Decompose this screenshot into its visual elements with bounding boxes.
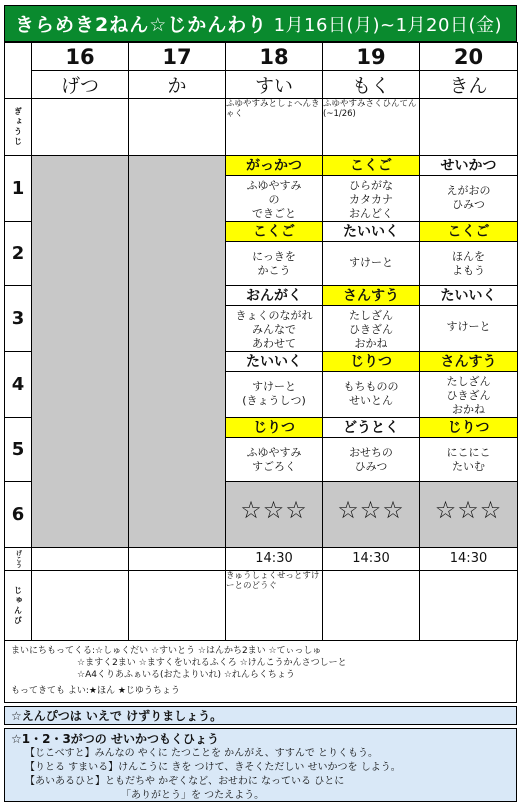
subject: じりつ bbox=[226, 418, 322, 438]
subject: こくご bbox=[420, 222, 517, 242]
gyouji-fri bbox=[420, 99, 518, 156]
p5-thu: どうとく おせちの ひみつ bbox=[323, 418, 420, 482]
p1-wed: がっかつ ふゆやすみ の できごと bbox=[226, 156, 323, 222]
row-label-junbi: じゅんび bbox=[5, 571, 32, 641]
geko-mon bbox=[32, 548, 129, 571]
life-goal-line: 「ありがとう」を つたえよう。 bbox=[121, 790, 265, 801]
day-tue: か bbox=[129, 71, 226, 99]
life-goals-box bbox=[4, 728, 517, 802]
subject: たいいく bbox=[323, 222, 419, 242]
p5-fri: じりつ にこにこ たいむ bbox=[420, 418, 518, 482]
subject: さんすう bbox=[323, 286, 419, 306]
life-goal-line: 【あいあるひと】ともだちや かぞくなど、おせわに なっている ひとに bbox=[25, 776, 345, 787]
junbi-thu bbox=[323, 571, 420, 641]
period-6-label: 6 bbox=[5, 482, 32, 548]
junbi-tue bbox=[129, 571, 226, 641]
subject: がっかつ bbox=[226, 156, 322, 176]
day-mon: げつ bbox=[32, 71, 129, 99]
title: きらめき2ねん☆じかんわり bbox=[15, 14, 268, 36]
p4-wed: たいいく すけーと (きょうしつ) bbox=[226, 352, 323, 418]
subject: こくご bbox=[323, 156, 419, 176]
subject: たいいく bbox=[226, 352, 322, 372]
period-5-label: 5 bbox=[5, 418, 32, 482]
gyouji-tue bbox=[129, 99, 226, 156]
p6-thu: ☆☆☆ bbox=[323, 482, 420, 548]
subject: さんすう bbox=[420, 352, 517, 372]
gyouji-wed: ふゆやすみとしょへんきゃく bbox=[226, 99, 323, 156]
period-4-label: 4 bbox=[5, 352, 32, 418]
closed-mon bbox=[32, 156, 129, 548]
belongings-line-1: まいにちもってくる:☆しゅくだい ☆すいとう ☆はんかち2まい ☆てぃっしゅ bbox=[11, 646, 322, 656]
date-range: 1月16日(月)~1月20日(金) bbox=[273, 14, 502, 36]
day-thu: もく bbox=[323, 71, 420, 99]
p2-thu: たいいく すけーと bbox=[323, 222, 420, 286]
p2-wed: こくご にっきを かこう bbox=[226, 222, 323, 286]
geko-tue bbox=[129, 548, 226, 571]
p2-fri: こくご ほんを よもう bbox=[420, 222, 518, 286]
belongings-line-2: ☆ますく2まい ☆ますくをいれるふくろ ☆けんこうかんさつしーと bbox=[77, 658, 347, 668]
row-label-geko: げこう bbox=[5, 548, 32, 571]
p3-fri: たいいく すけーと bbox=[420, 286, 518, 352]
day-wed: すい bbox=[226, 71, 323, 99]
subject: せいかつ bbox=[420, 156, 517, 176]
life-goals-heading: ☆1・2・3がつの せいかつもくひょう bbox=[11, 732, 219, 746]
belongings-line-4: もってきても よい:★ほん ★じゆうちょう bbox=[11, 686, 180, 696]
geko-wed: 14:30 bbox=[226, 548, 323, 571]
gyouji-mon bbox=[32, 99, 129, 156]
title-bar bbox=[4, 5, 517, 42]
p4-fri: さんすう たしざん ひきざん おかね bbox=[420, 352, 518, 418]
p6-wed: ☆☆☆ bbox=[226, 482, 323, 548]
timetable bbox=[4, 42, 518, 641]
belongings-box bbox=[4, 641, 517, 703]
geko-fri: 14:30 bbox=[420, 548, 518, 571]
corner-cell bbox=[5, 43, 32, 99]
row-label-gyouji: ぎょうじ bbox=[5, 99, 32, 156]
geko-thu: 14:30 bbox=[323, 548, 420, 571]
day-fri: きん bbox=[420, 71, 518, 99]
closed-tue bbox=[129, 156, 226, 548]
p3-thu: さんすう たしざん ひきざん おかね bbox=[323, 286, 420, 352]
belongings-line-3: ☆A4くりあふぁいる(おたよりいれ) ☆れんらくちょう bbox=[77, 670, 295, 680]
subject: じりつ bbox=[323, 352, 419, 372]
junbi-mon bbox=[32, 571, 129, 641]
p5-wed: じりつ ふゆやすみ すごろく bbox=[226, 418, 323, 482]
subject: たいいく bbox=[420, 286, 517, 306]
p3-wed: おんがく きょくのながれ みんなで あわせて bbox=[226, 286, 323, 352]
subject: じりつ bbox=[420, 418, 517, 438]
date-18: 18 bbox=[226, 43, 323, 71]
p6-fri: ☆☆☆ bbox=[420, 482, 518, 548]
subject: こくご bbox=[226, 222, 322, 242]
life-goal-line: 【りとる すまいる】けんこうに きを つけて、きそくただしい せいかつを しよう。 bbox=[25, 762, 401, 773]
subject: おんがく bbox=[226, 286, 322, 306]
date-20: 20 bbox=[420, 43, 518, 71]
p1-thu: こくご ひらがな カタカナ おんどく bbox=[323, 156, 420, 222]
p4-thu: じりつ もちものの せいとん bbox=[323, 352, 420, 418]
period-2-label: 2 bbox=[5, 222, 32, 286]
p1-fri: せいかつ えがおの ひみつ bbox=[420, 156, 518, 222]
life-goal-line: 【じこべすと】みんなの やくに たつことを かんがえ、すすんで とりくもう。 bbox=[25, 748, 379, 759]
junbi-wed: きゅうしょくせっとすけーとのどうぐ bbox=[226, 571, 323, 641]
period-1-label: 1 bbox=[5, 156, 32, 222]
date-19: 19 bbox=[323, 43, 420, 71]
period-3-label: 3 bbox=[5, 286, 32, 352]
subject: どうとく bbox=[323, 418, 419, 438]
date-16: 16 bbox=[32, 43, 129, 71]
gyouji-thu: ふゆやすみさくひんてん(~1/26) bbox=[323, 99, 420, 156]
pencil-tip: ☆えんぴつは いえで けずりましょう。 bbox=[4, 706, 517, 725]
junbi-fri bbox=[420, 571, 518, 641]
date-17: 17 bbox=[129, 43, 226, 71]
